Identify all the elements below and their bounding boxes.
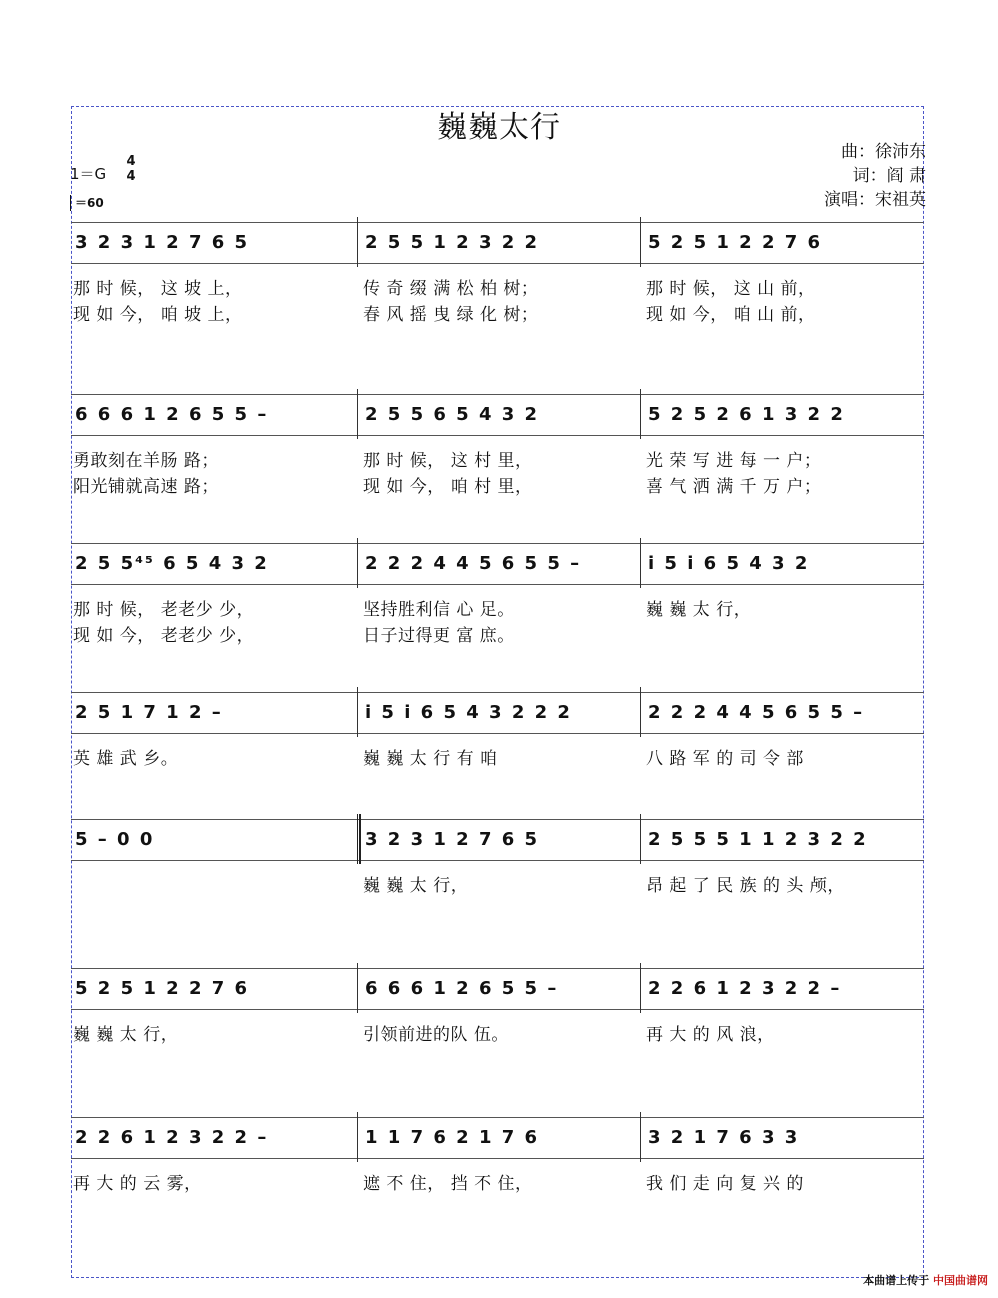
lyric-verse2: 春 风 摇 曳 绿 化 树； (363, 305, 539, 325)
measure-notes: 3 2 1 7 6 3 3 (648, 1127, 800, 1148)
upload-text: 本曲谱上传于 (863, 1274, 930, 1287)
lyric-verse2: 喜 气 洒 满 千 万 户； (646, 477, 822, 497)
lyric-verse1: 巍 巍 太 行， (73, 1025, 179, 1045)
lyric-verse2: 现 如 今， 咱 村 里， (363, 477, 533, 497)
lyric-verse1: 巍 巍 太 行， (646, 600, 752, 620)
staff-line (71, 819, 924, 861)
barline (640, 687, 641, 737)
staff-line (71, 543, 924, 585)
time-numerator: 4 (126, 154, 136, 169)
lyric-verse1: 传 奇 缀 满 松 柏 树； (363, 279, 539, 299)
staff-line (71, 968, 924, 1010)
measure-notes: 6 6 6 1 2 6 5 5 – (365, 978, 559, 999)
measure-notes: 2 2 2 4 4 5 6 5 5 – (648, 702, 865, 723)
measure-notes: 3 2 3 1 2 7 6 5 (365, 829, 540, 850)
measure-notes: 2 2 2 4 4 5 6 5 5 – (365, 553, 582, 574)
measure-notes: 1 1 7 6 2 1 7 6 (365, 1127, 540, 1148)
repeat-barline (357, 814, 361, 864)
upload-footer (863, 1272, 988, 1288)
lyric-verse2: 现 如 今， 老老少 少， (73, 626, 255, 646)
time-denominator: 4 (126, 169, 136, 184)
site-logo-text: 中国曲谱网 (933, 1274, 988, 1287)
measure-notes: 2 2 6 1 2 3 2 2 – (75, 1127, 269, 1148)
measure-notes: 2 2 6 1 2 3 2 2 – (648, 978, 842, 999)
lyric-verse2: 阳光铺就高速 路； (73, 477, 219, 497)
lyric-verse1: 英 雄 武 乡。 (73, 749, 179, 769)
barline (357, 389, 358, 439)
staff-line (71, 692, 924, 734)
measure-notes: 5 2 5 1 2 2 7 6 (648, 232, 823, 253)
lyric-verse1: 再 大 的 云 雾， (73, 1174, 202, 1194)
lyric-verse2: 现 如 今， 咱 坡 上， (73, 305, 243, 325)
lyric-verse2: 现 如 今， 咱 山 前， (646, 305, 816, 325)
lyric-verse1: 那 时 候， 这 村 里， (363, 451, 533, 471)
barline (357, 687, 358, 737)
lyric-verse2: 日子过得更 富 庶。 (363, 626, 515, 646)
lyric-verse1: 八 路 军 的 司 令 部 (646, 749, 804, 769)
barline (640, 538, 641, 588)
barline (640, 217, 641, 267)
lyric-verse1: 光 荣 写 进 每 一 户； (646, 451, 822, 471)
staff-line (71, 1117, 924, 1159)
measure-notes: i 5 i 6 5 4 3 2 (648, 553, 810, 574)
credits-block (824, 140, 926, 212)
page-title: 巍巍太行 (437, 110, 561, 145)
lyric-verse1: 再 大 的 风 浪， (646, 1025, 775, 1045)
lyric-verse1: 那 时 候， 这 山 前， (646, 279, 816, 299)
measure-notes: 2 5 5 1 2 3 2 2 (365, 232, 540, 253)
lyricist-credit: 词：阎 肃 (852, 166, 926, 186)
measure-notes: 5 2 5 1 2 2 7 6 (75, 978, 250, 999)
measure-notes: i 5 i 6 5 4 3 2 2 2 (365, 702, 572, 723)
lyric-verse1: 昂 起 了 民 族 的 头 颅， (646, 876, 845, 896)
barline (357, 1112, 358, 1162)
barline (357, 538, 358, 588)
barline (357, 217, 358, 267)
measure-notes: 2 5 5⁴⁵ 6 5 4 3 2 (75, 553, 269, 574)
lyric-verse1: 那 时 候， 老老少 少， (73, 600, 255, 620)
measure-notes: 2 5 5 5 1 1 2 3 2 2 (648, 829, 868, 850)
measure-notes: 5 2 5 2 6 1 3 2 2 (648, 404, 845, 425)
singer-credit: 演唱：宋祖英 (824, 190, 926, 210)
lyric-verse1: 巍 巍 太 行 有 咱 (363, 749, 498, 769)
measure-notes: 2 5 5 6 5 4 3 2 (365, 404, 540, 425)
barline (640, 389, 641, 439)
lyric-verse1: 那 时 候， 这 坡 上， (73, 279, 243, 299)
time-signature (125, 154, 137, 184)
tempo-marking (70, 194, 104, 211)
staff-line (71, 394, 924, 436)
composer-credit: 曲：徐沛东 (841, 142, 926, 162)
lyric-verse1: 勇敢刻在羊肠 路； (73, 451, 219, 471)
lyric-verse1: 坚持胜利信 心 足。 (363, 600, 515, 620)
measure-notes: 5 – 0 0 (75, 829, 155, 850)
lyric-verse1: 引领前进的队 伍。 (363, 1025, 509, 1045)
quarter-note-icon (70, 195, 71, 211)
lyric-verse1: 巍 巍 太 行， (363, 876, 469, 896)
tempo-value: ＝60 (75, 196, 104, 210)
barline (640, 963, 641, 1013)
barline (640, 1112, 641, 1162)
barline (357, 963, 358, 1013)
measure-notes: 6 6 6 1 2 6 5 5 – (75, 404, 269, 425)
lyric-verse1: 遮 不 住， 挡 不 住， (363, 1174, 533, 1194)
measure-notes: 3 2 3 1 2 7 6 5 (75, 232, 250, 253)
staff-line (71, 222, 924, 264)
barline (640, 814, 641, 864)
lyric-verse1: 我 们 走 向 复 兴 的 (646, 1174, 804, 1194)
measure-notes: 2 5 1 7 1 2 – (75, 702, 223, 723)
key-signature: 1＝G (70, 165, 107, 183)
